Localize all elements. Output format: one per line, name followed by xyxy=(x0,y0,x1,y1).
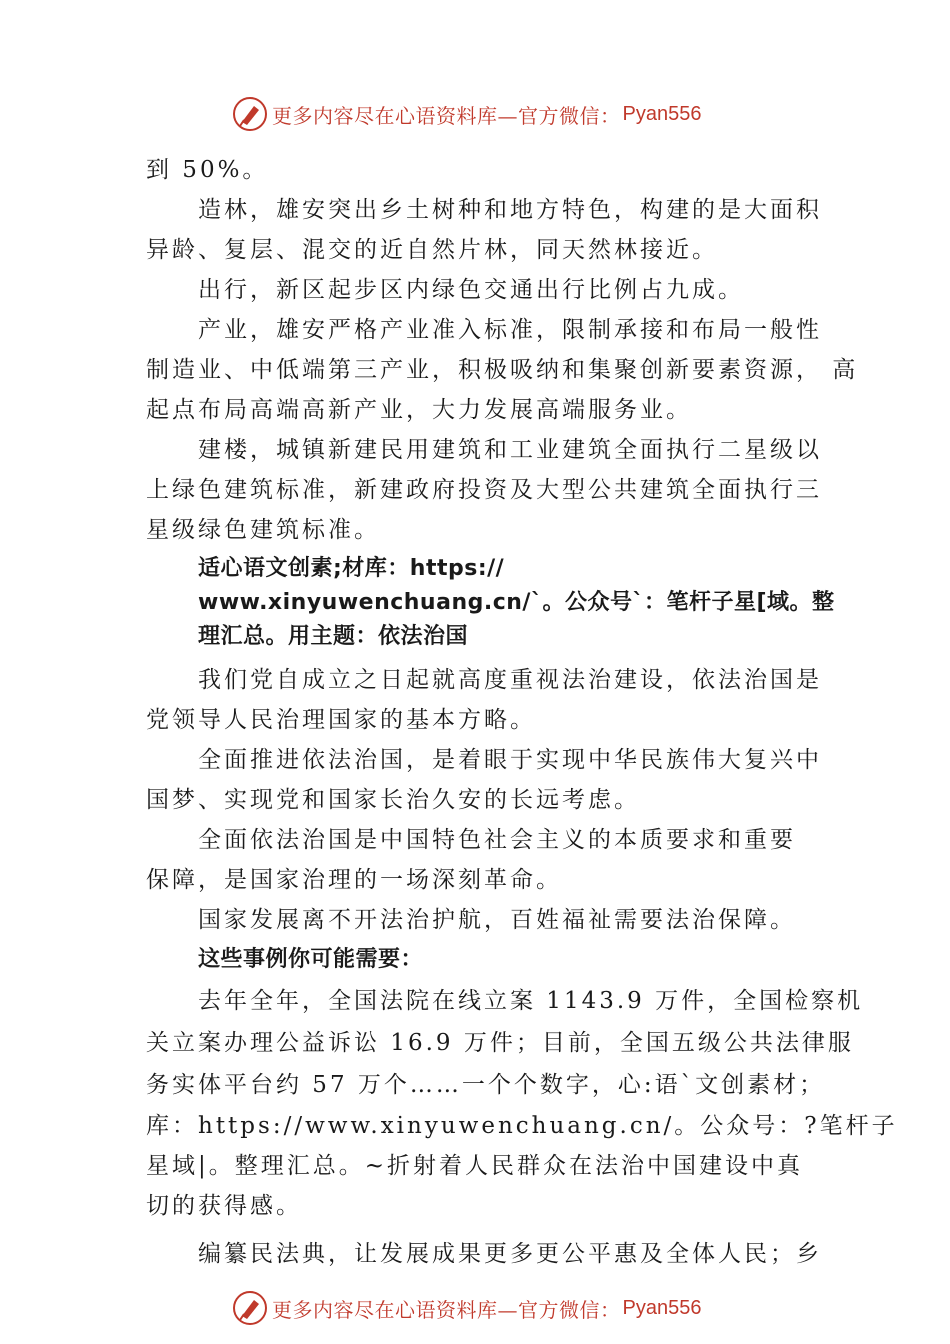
document-body xyxy=(146,150,898,1274)
text-line: 我们党自成立之日起就高度重视法治建设，依法治国是 xyxy=(198,667,822,693)
header-banner xyxy=(232,96,701,132)
pen-nib-logo-icon xyxy=(232,1290,268,1326)
heading-line: 这些事例你可能需要： xyxy=(198,947,424,972)
banner-text: 更多内容尽在心语资料库—官方微信： xyxy=(272,1297,621,1322)
text-line: 异龄、复层、混交的近自然片林，同天然林接近。 xyxy=(146,237,718,263)
heading-line: www.xinyuwenchuang.cn/`。公众号`：笔杆子星[域。整 xyxy=(198,590,835,615)
text-line: 去年全年，全国法院在线立案 1143.9 万件，全国检察机 xyxy=(198,988,864,1014)
text-line: 出行，新区起步区内绿色交通出行比例占九成。 xyxy=(198,277,744,303)
text-line: 党领导人民治理国家的基本方略。 xyxy=(146,707,536,733)
banner-wechat-id: Pyan556 xyxy=(622,102,702,125)
text-line: 务实体平台约 57 万个……一个个数字，心:语`文创素材； xyxy=(146,1072,826,1098)
text-line: 星级绿色建筑标准。 xyxy=(146,517,380,543)
text-line: 造林，雄安突出乡土树种和地方特色，构建的是大面积 xyxy=(198,197,822,223)
text-line: 关立案办理公益诉讼 16.9 万件；目前，全国五级公共法律服 xyxy=(146,1030,854,1056)
text-line: 保障，是国家治理的一场深刻革命。 xyxy=(146,867,562,893)
text-line: 星域|。整理汇总。~折射着人民群众在法治中国建设中真 xyxy=(146,1153,804,1179)
banner-wechat-id: Pyan556 xyxy=(622,1296,702,1319)
text-line: 制造业、中低端第三产业，积极吸纳和集聚创新要素资源， 高 xyxy=(146,357,859,383)
text-line: 国梦、实现党和国家长治久安的长远考虑。 xyxy=(146,787,640,813)
text-line: 编纂民法典，让发展成果更多更公平惠及全体人民；乡 xyxy=(198,1241,822,1267)
heading-line: 理汇总。用主题：依法治国 xyxy=(198,624,469,649)
text-line: 全面依法治国是中国特色社会主义的本质要求和重要 xyxy=(198,827,796,853)
heading-line: 适心语文创素;材库：https:// xyxy=(198,556,505,581)
text-line: 全面推进依法治国，是着眼于实现中华民族伟大复兴中 xyxy=(198,747,822,773)
text-line: 切的获得感。 xyxy=(146,1193,302,1219)
text-line: 建楼，城镇新建民用建筑和工业建筑全面执行二星级以 xyxy=(198,437,822,463)
footer-banner xyxy=(232,1290,701,1326)
text-line: 产业，雄安严格产业准入标准，限制承接和布局一般性 xyxy=(198,317,822,343)
text-line: 上绿色建筑标准，新建政府投资及大型公共建筑全面执行三 xyxy=(146,477,822,503)
pen-nib-logo-icon xyxy=(232,96,268,132)
text-line: 库：https://www.xinyuwenchuang.cn/。公众号：?笔杆子 xyxy=(146,1113,898,1139)
text-line: 国家发展离不开法治护航，百姓福祉需要法治保障。 xyxy=(198,907,796,933)
text-line: 到 50%。 xyxy=(146,157,269,183)
text-line: 起点布局高端高新产业，大力发展高端服务业。 xyxy=(146,397,692,423)
banner-text: 更多内容尽在心语资料库—官方微信： xyxy=(272,103,621,128)
